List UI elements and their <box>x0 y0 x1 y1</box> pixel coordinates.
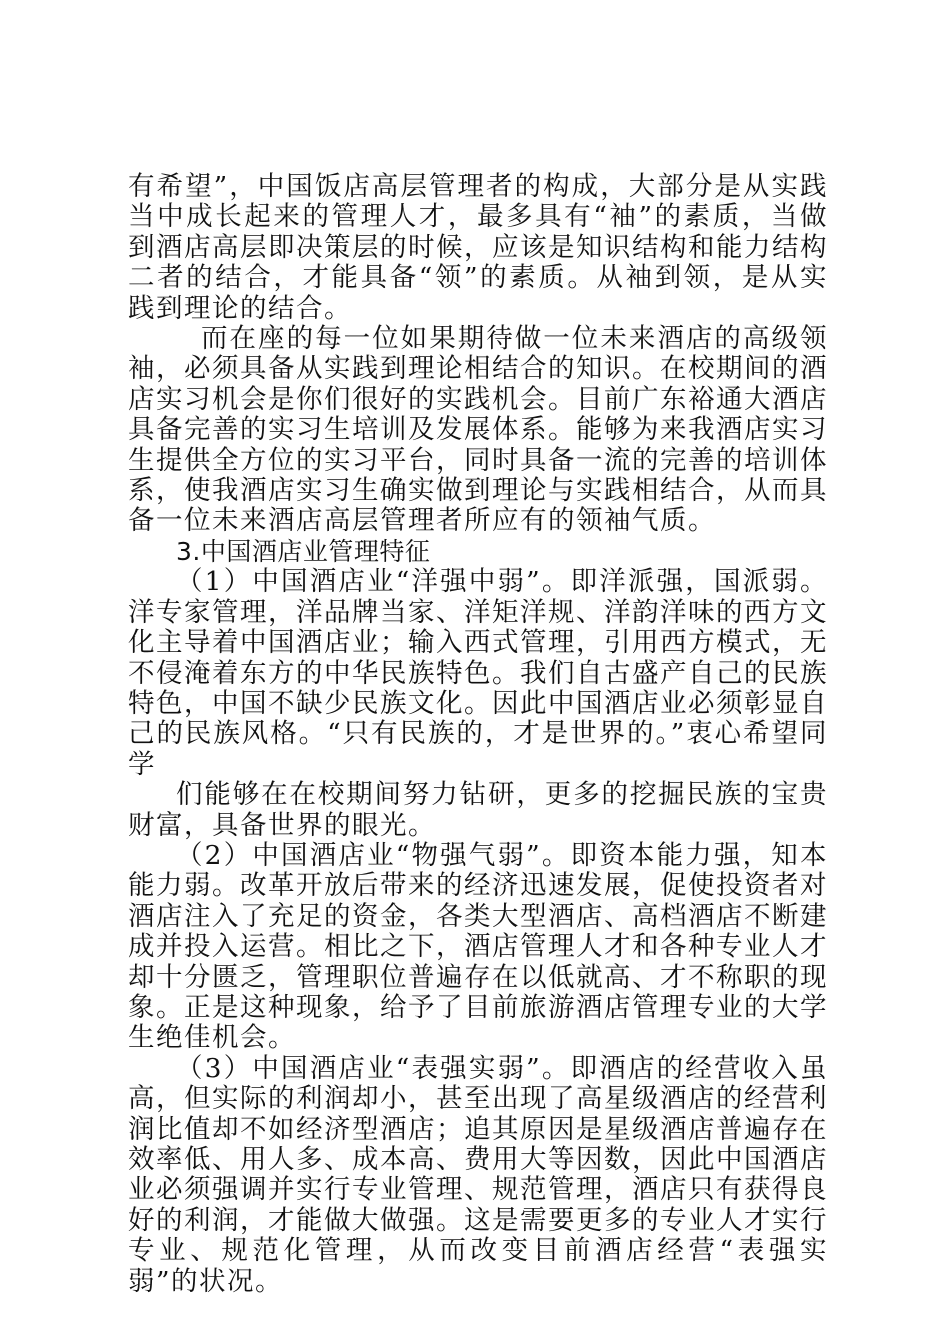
section-heading-management-features: 3.中国酒店业管理特征 <box>176 536 431 566</box>
paragraph-future-leader: 而在座的每一位如果期待做一位未来酒店的高级领袖，必须具备从实践到理论相结合的知识。在校期间的酒店实习机会是你们很好的实践机会。目前广东裕通大酒店具备完善的实习生培训及发展体系。能够为来我酒店实习生提供全方位的实习平台，同时具备一流的完善的培训体系，使我酒店实习生确实做到理论与实践相结合，从而具备一位未来酒店高层管理者所应有的领袖气质。 <box>128 323 828 537</box>
paragraph-feature-1: （1）中国酒店业“洋强中弱”。即洋派强，国派弱。洋专家管理，洋品牌当家、洋矩洋规、洋韵洋味的西方文化主导着中国酒店业；输入西式管理，引用西方模式，无不侵淹着东方的中华民族特色。我们自古盛产自己的民族特色，中国不缺少民族文化。因此中国酒店业必须彰显自己的民族风格。“只有民族的，才是世界的。”衷心希望同学 <box>128 566 828 780</box>
paragraph-feature-3: （3）中国酒店业“表强实弱”。即酒店的经营收入虽高，但实际的利润却小，甚至出现了高星级酒店的经营利润比值却不如经济型酒店；追其原因是星级酒店普遍存在效率低、用人多、成本高、费用大等因数，因此中国酒店业必须强调并实行专业管理、规范管理，酒店只有获得良好的利润，才能做大做强。这是需要更多的专业人才实行专业、规范化管理，从而改变目前酒店经营“表强实弱”的状况。 <box>128 1052 828 1297</box>
paragraph-feature-1-continued: 们能够在在校期间努力钻研，更多的挖掘民族的宝贵财富，具备世界的眼光。 <box>128 779 828 841</box>
paragraph-continuation-leadership: 有希望”，中国饭店高层管理者的构成，大部分是从实践当中成长起来的管理人才，最多具有“袖”的素质，当做到酒店高层即决策层的时候，应该是知识结构和能力结构二者的结合，才能具备“领”的素质。从袖到领，是从实践到理论的结合。 <box>128 171 828 324</box>
paragraph-feature-2: （2）中国酒店业“物强气弱”。即资本能力强，知本能力弱。改革开放后带来的经济迅速发展，促使投资者对酒店注入了充足的资金，各类大型酒店、高档酒店不断建成并投入运营。相比之下，酒店管理人才和各种专业人才却十分匮乏，管理职位普遍存在以低就高、才不称职的现象。正是这种现象，给予了目前旅游酒店管理专业的大学生绝佳机会。 <box>128 839 828 1054</box>
document-body <box>128 172 828 1297</box>
